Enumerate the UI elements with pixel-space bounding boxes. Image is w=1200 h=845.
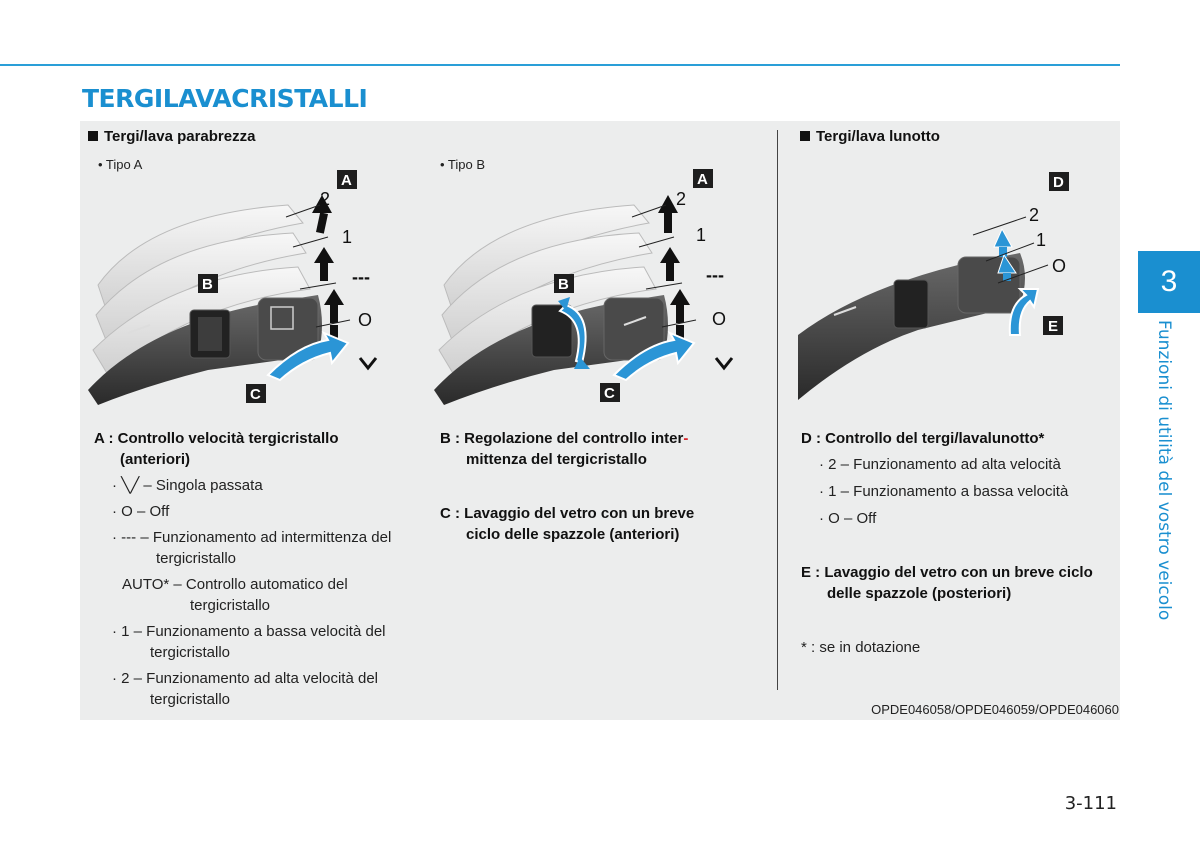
c-title-cont: ciclo delle spazzole (anteriori) bbox=[466, 526, 680, 543]
label-a: A bbox=[341, 172, 352, 189]
pos-2-label: 2 bbox=[676, 189, 687, 209]
chapter-tab: 3 bbox=[1138, 251, 1200, 313]
mist-chevron-icon bbox=[716, 358, 732, 368]
square-bullet-icon bbox=[800, 131, 810, 141]
item-single-wipe: · ╲╱ – Singola passata bbox=[112, 477, 263, 494]
item-low-speed: · 1 – Funzionamento a bassa velocità del bbox=[112, 623, 386, 640]
item-high-speed-cont: tergicristallo bbox=[150, 691, 231, 708]
rear-pos-1-label: 1 bbox=[1036, 230, 1047, 250]
d-title: D : Controllo del tergi/lavalunotto* bbox=[801, 430, 1045, 447]
label-a: A bbox=[697, 171, 708, 188]
type-b-label: • Tipo B bbox=[440, 157, 486, 172]
page-title: TERGILAVACRISTALLI bbox=[82, 84, 368, 113]
item-intermittent-cont: tergicristallo bbox=[156, 550, 237, 567]
square-bullet-icon bbox=[88, 131, 98, 141]
pos-2-label: 2 bbox=[320, 189, 331, 209]
rear-pos-off-label: O bbox=[1052, 256, 1067, 276]
column-3-text bbox=[801, 428, 1121, 658]
pos-1-label: 1 bbox=[696, 225, 707, 245]
column-divider bbox=[777, 130, 778, 690]
label-b: B bbox=[202, 276, 213, 293]
figure-code: OPDE046058/OPDE046059/OPDE046060 bbox=[871, 702, 1119, 717]
b-title: B : Regolazione del controllo inter- bbox=[440, 430, 689, 447]
windshield-heading: Tergi/lava parabrezza bbox=[88, 128, 255, 145]
footnote: * : se in dotazione bbox=[801, 639, 921, 656]
label-c: C bbox=[250, 386, 261, 403]
wiper-lever-type-a-illustration bbox=[88, 165, 428, 410]
rear-item-off: · O – Off bbox=[819, 510, 877, 527]
e-title: E : Lavaggio del vetro con un breve ciclo bbox=[801, 564, 1093, 581]
label-c: C bbox=[604, 385, 615, 402]
a-title: A : Controllo velocità tergicristallo bbox=[94, 430, 339, 447]
item-auto: AUTO* – Controllo automatico del bbox=[122, 576, 348, 593]
pos-1-label: 1 bbox=[342, 227, 353, 247]
mist-symbol: · ╲╱ bbox=[112, 477, 140, 494]
label-b: B bbox=[558, 276, 569, 293]
a-title-cont: (anteriori) bbox=[120, 451, 191, 468]
c-title: C : Lavaggio del vetro con un breve bbox=[440, 505, 695, 522]
pos-off-label: O bbox=[712, 309, 727, 329]
pos-off-label: O bbox=[358, 310, 373, 330]
mist-chevron-icon bbox=[360, 358, 376, 368]
type-a-label: • Tipo A bbox=[98, 157, 143, 172]
rear-heading: Tergi/lava lunotto bbox=[800, 128, 940, 145]
rear-wiper-lever-illustration bbox=[798, 165, 1108, 410]
item-auto-cont: tergicristallo bbox=[190, 597, 271, 614]
item-off: · O – Off bbox=[112, 503, 170, 520]
label-e: E bbox=[1048, 318, 1059, 335]
rear-pos-2-label: 2 bbox=[1029, 205, 1040, 225]
item-high-speed: · 2 – Funzionamento ad alta velocità del bbox=[112, 670, 378, 687]
top-rule bbox=[0, 64, 1120, 66]
column-1-text bbox=[94, 428, 424, 710]
page-number: 3-111 bbox=[1064, 793, 1117, 814]
wiper-lever-type-b-illustration bbox=[434, 165, 774, 410]
b-title-cont: mittenza del tergicristallo bbox=[466, 451, 647, 468]
label-d: D bbox=[1053, 174, 1064, 191]
chapter-title-vertical: Funzioni di utilità del vostro veicolo bbox=[1154, 320, 1174, 621]
e-title-cont: delle spazzole (posteriori) bbox=[827, 585, 1012, 602]
pos-intermittent-label: --- bbox=[352, 267, 370, 287]
item-intermittent: · --- – Funzionamento ad intermittenza del bbox=[112, 529, 392, 546]
column-2-text bbox=[440, 428, 770, 545]
rear-item-low: · 1 – Funzionamento a bassa velocità bbox=[819, 483, 1069, 500]
pos-intermittent-label: --- bbox=[706, 265, 724, 285]
rear-item-high: · 2 – Funzionamento ad alta velocità bbox=[819, 456, 1061, 473]
item-low-speed-cont: tergicristallo bbox=[150, 644, 231, 661]
